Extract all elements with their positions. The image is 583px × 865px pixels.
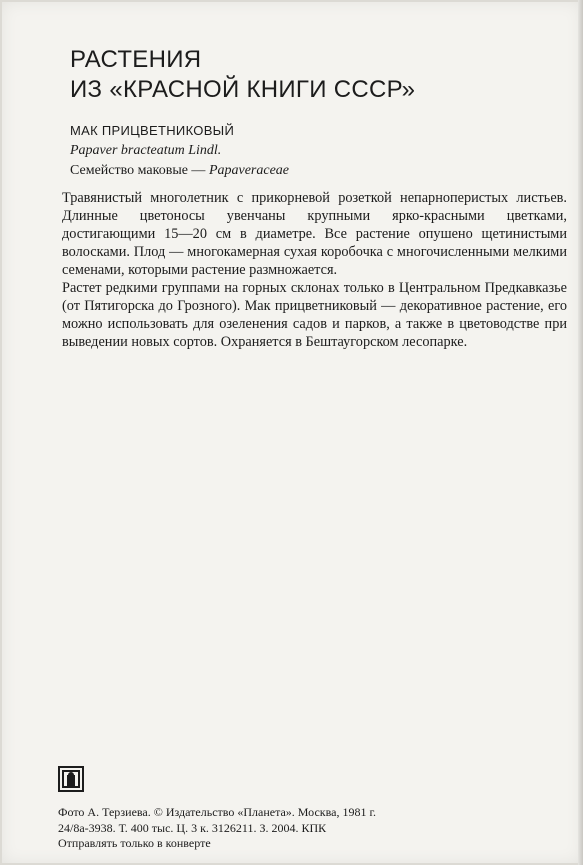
species-block	[70, 121, 289, 181]
title-line-1: РАСТЕНИЯ	[70, 46, 202, 73]
title-line-2: ИЗ «КРАСНОЙ КНИГИ СССР»	[70, 76, 416, 103]
planeta-logo-icon	[58, 766, 84, 792]
species-common-name: МАК ПРИЦВЕТНИКОВЫЙ	[70, 123, 235, 138]
page-title	[70, 45, 415, 105]
description-paragraph-2: Растет редкими группами на горных склонах только в Центральном Предкавказье (от Пятигорска до Грозного). Мак прицветниковый — декоративное растение, его можно использовать для озеленения садов и парков, а также в цветоводстве при выведении новых сортов. Охраняется в Бештаугорском лесопарке.	[62, 280, 567, 350]
species-latin-name: Papaver bracteatum Lindl.	[70, 143, 222, 158]
imprint-line-1: Фото А. Терзиева. © Издательство «Планета». Москва, 1981 г.	[58, 805, 377, 819]
family-latin-name: Papaveraceae	[208, 163, 290, 178]
family-label: Семейство маковые —	[70, 163, 209, 178]
imprint-line-2: 24/8а-3938. Т. 400 тыс. Ц. 3 к. 3126211. З. 2004. КПК	[58, 820, 327, 835]
description-paragraph-1: Травянистый многолетник с прикорневой розеткой непарноперистых листьев. Длинные цветоносы увенчаны крупными ярко-красными цветками, достигающими 15—20 см в диаметре. Все растение опушено щетинистыми волосками. Плод — многокамерная сухая коробочка с многочисленными мелкими семенами, которыми растение размножается.	[62, 190, 567, 278]
description	[62, 189, 567, 351]
imprint-line-3: Отправлять только в конверте	[58, 836, 211, 850]
card-edge	[578, 0, 583, 865]
imprint	[58, 805, 376, 852]
species-family	[70, 161, 289, 181]
